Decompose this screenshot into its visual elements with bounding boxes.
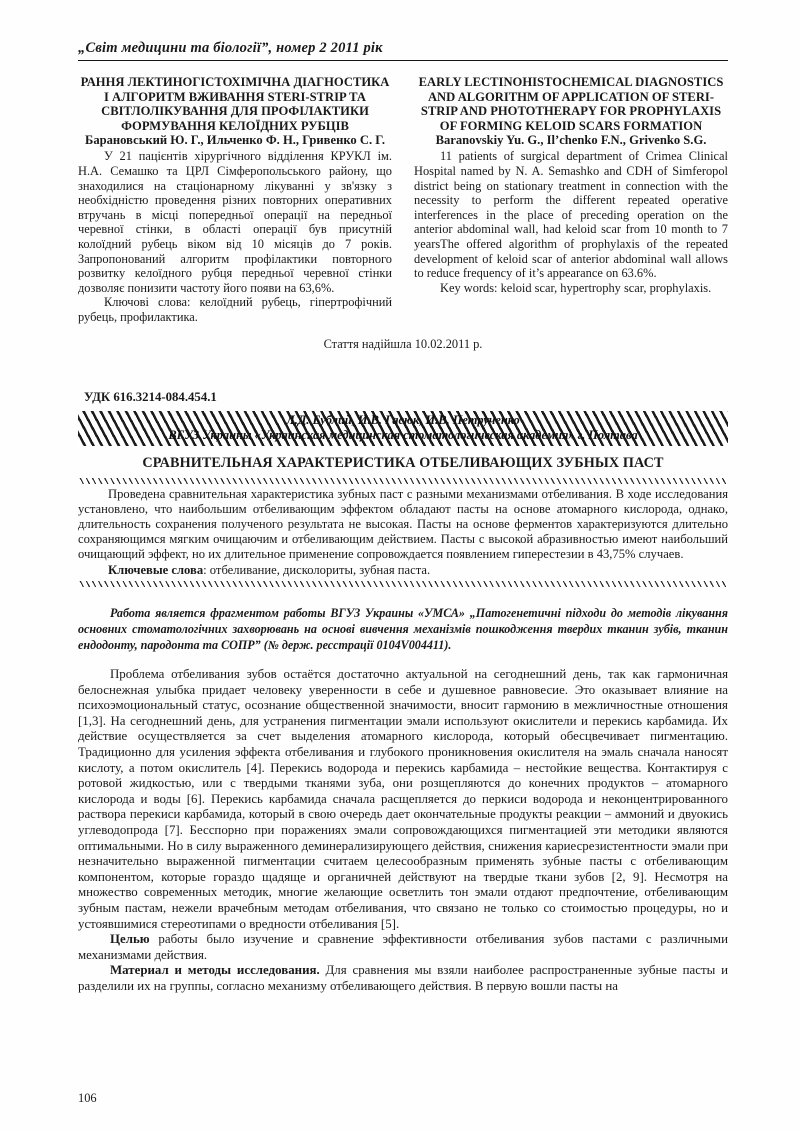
- body-paragraph-2-label: Целью: [110, 932, 150, 947]
- separator-rule-bottom: [78, 581, 728, 587]
- running-head: „Світ медицини та біології”, номер 2 2011 рік: [78, 40, 383, 56]
- udk-code: УДК 616.3214-084.454.1: [84, 389, 217, 404]
- separator-rule-top: [78, 478, 728, 484]
- body-paragraph-3-label: Материал и методы исследования.: [110, 963, 320, 978]
- page-number: 106: [78, 1091, 97, 1105]
- article-two-affiliation: ВГУЗ Украины «Украинская медицинская стоматологическая академия» г. Полтава: [168, 427, 638, 442]
- page-content: [78, 40, 728, 995]
- article-one-title-ua: РАННЯ ЛЕКТИНОГІСТОХІМІЧНА ДІАГНОСТИКА І АЛГОРИТМ ВЖИВАННЯ STERI-STRIP ТА СВІТЛОЛІКУВАННЯ ДЛЯ ПРОФІЛАКТИКИ ФОРМУВАННЯ КЕЛОЇДНИХ РУБЦІВ: [80, 75, 390, 133]
- body-paragraph-3-text: Для сравнения мы взяли наиболее распространенные зубные пасты и разделили их на группы, согласно механизму отбеливающего действия. В первую вошли пасты на: [78, 963, 728, 993]
- body-paragraph-3: [78, 963, 728, 994]
- article-two-keywords-label: Ключевые слова: [108, 562, 204, 577]
- article-one-abstract-en: 11 patients of surgical department of Crimea Clinical Hospital named by N. A. Semashko and CDH of Simferopol district being on stationary treatment in connection with the necessity to perform the different repeated operative interferences in the place of preceding operation on the anterior abdominal wall, had keloid scar from 10 month to 7 yearsThe offered algorithm of prophylaxis of the repeated development of keloid scar of anterior abdominal wall allows to reduce frequency of it’s appearance on 63.6%.: [414, 149, 728, 281]
- bilingual-abstract-columns: [78, 75, 728, 325]
- body-paragraph-2-text: работы было изучение и сравнение эффективности отбеливания зубов пастами с различными механизмами действия.: [78, 932, 728, 962]
- article-two-keywords-text: : отбеливание, дисколориты, зубная паста.: [203, 562, 431, 577]
- grant-note: Работа является фрагментом работы ВГУЗ Украины «УМСА» „Патогенетичні підходи до методів лікування основних стоматологічних захворювань на основі вивчення механізмів пошкодження твердих тканин зубів, тканин ендодонту, пародонта та СОПР” (№ держ. ресстрації 0104V004411).: [78, 606, 728, 653]
- abstract-column-english: [414, 75, 728, 325]
- article-one-submitted-date: Стаття надійшла 10.02.2011 р.: [323, 336, 483, 351]
- article-two-authors: Л.Д. Бублий, И.В. Гасюк, И.В. Петрученко: [286, 412, 520, 427]
- article-one-keywords-ua: Ключові слова: келоїдний рубець, гіпертрофічний рубець, профилактика.: [78, 295, 392, 324]
- article-one-title-en: EARLY LECTINOHISTOCHEMICAL DIAGNOSTICS AND ALGORITHM OF APPLICATION OF STERI-STRIP AND PHOTOTHERAPY FOR PROPHYLAXIS OF FORMING KELOID SCARS FORMATION: [418, 75, 724, 133]
- authors-hatched-band: [78, 411, 728, 446]
- article-two-title: СРАВНИТЕЛЬНАЯ ХАРАКТЕРИСТИКА ОТБЕЛИВАЮЩИХ ЗУБНЫХ ПАСТ: [142, 454, 664, 471]
- article-one-authors-ua: Барановський Ю. Г., Ильченко Ф. Н., Гривенко С. Г.: [85, 133, 385, 148]
- body-paragraph-1: Проблема отбеливания зубов остаётся достаточно актуальной на сегоднешний день, так как гармоничная белоснежная улыбка придает человеку уверенности в себе и душевное равновесие. Это оказывает влияние на психоэмоциональный статус, осознание общественной значимости, вносит гармонию в межличностные отношения [1,3]. На сегоднешний день, для устранения пигментации эмали используют окислители и перекись карбамида. Их действие осуществляется за счет выделения атомарного кислорода, который обесцвечивает пигментацию. Традиционно для усиления эффекта отбеливания и глубокого проникновения окислителя на эмаль сначала наносят кислоту, а потом окислитель [4]. Перекись водорода и перекись карбамида – нестойкие вещества. Контактируя с ротовой жидкостью, или с твердыми тканями зуба, они розщепляются до конечних продуктов – атомарного кислорода и воды [6]. Перекись карбамида сначала расщепляется до перкиси водорода и неконцентрированного раствора перекиси карбамида, который в свою очередь дает окончательные продукты реакции – аммоний и двуокись углеводопрода [7]. Бесспорно при поражениях эмали сопровождающихся пигментацией эти методики являются оптимальными. Но в силу выраженного деминерализирующего действия, снижения кариесрезистентности эмали при незначительно выраженной пигментации считаем целесообразным применять зубные пасты с отбеливающим компонентом, которые гораздо щадяще и органичней действуют на твердые ткани зубов [2, 9]. Несмотря на множество современных методик, многие желающие осветлить тон эмали отдают предпочтение, отбеливающим зубным пастам, нежели врачебным методам отбеливания, что связано не только со стоимостью процедуры, но и устоявшимися стереотипами о вредности отбеливания [5].: [78, 667, 728, 931]
- running-head-rule: [78, 60, 728, 61]
- article-two-keywords: [78, 563, 728, 578]
- article-one-authors-en: Baranovskiy Yu. G., Il’chenko F.N., Grivenko S.G.: [435, 133, 707, 148]
- abstract-column-ukrainian: [78, 75, 392, 325]
- article-one-abstract-ua: У 21 пацієнтів хірургічного відділення КРУКЛ ім. Н.А. Семашко та ЦРЛ Сімферопольського району, що знаходилися на стаціонарному лікуванні у зв'язку з необхідністю проведення різних повторних оперативних втручань в місці попередньої операції на передньої черевної стінки, в області операції був присутній колоїдний рубець віком від 10 місяців до 7 років. Запропонований алгоритм профілактики повторного розвитку келоїдного рубця передньої черевної стінки дозволяє понизити частоту його появи на 63,6%.: [78, 149, 392, 295]
- article-one-keywords-en: Key words: keloid scar, hypertrophy scar, prophylaxis.: [440, 280, 712, 295]
- article-two-abstract: Проведена сравнительная характеристика зубных паст с разными механизмами отбеливания. В ходе исследования установлено, что наибольшим отбеливающим эффектом обладают пасты на основе атомарного кислорода, однако, длительность сохранения полученого результата не высокая. Пасты на основе ферментов характеризуются длительно сохраняющимся мягким очищаючим и отбеливающим действием. Пасты с высокой абразивностью имеют наибольший очищающий эффект, но их длительное применение сопровождается появлением гиперестезии в 43,75% случаев.: [78, 486, 728, 561]
- body-paragraph-2: [78, 932, 728, 963]
